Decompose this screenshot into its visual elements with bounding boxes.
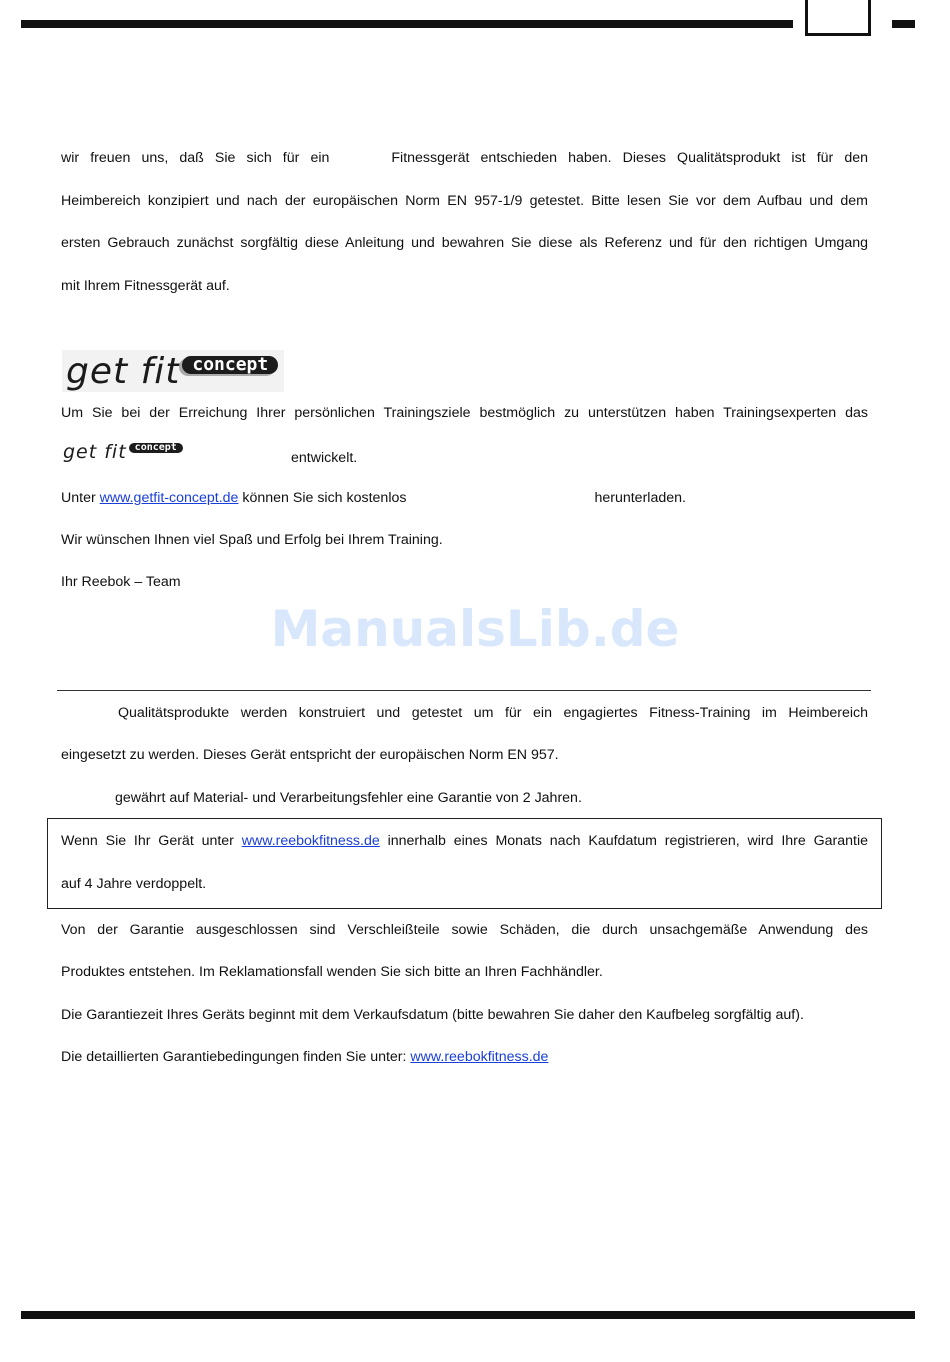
download-text: Unter [61,490,96,506]
logo-pill: concept [129,443,183,453]
details-text: Die detaillierten Garantiebedingungen finden Sie unter: [61,1049,407,1065]
logo-text: get fit [63,441,127,463]
download-text: können Sie sich kostenlos [242,490,407,506]
logo-pill: concept [182,356,278,374]
section-divider [57,690,871,691]
intro-line-4: mit Ihrem Fitnessgerät auf. [61,278,230,294]
header-bar [21,20,793,28]
getfit-concept-logo [62,350,284,392]
concept-line-1: Um Sie bei der Erreichung Ihrer persönlichen Trainingsziele bestmöglich zu unterstützen haben Trainingsexperten das [61,405,868,421]
warranty-box-line-1 [61,832,868,850]
warranty-details-line [61,1048,868,1066]
intro-line-3: ersten Gebrauch zunächst sorgfältig diese Anleitung und bewahren Sie diese als Referenz und für den richtigen Umgang [61,235,868,251]
exclusion-line-1: Von der Garantie ausgeschlossen sind Verschleißteile sowie Schäden, die durch unsachgemäße Anwendung des [61,922,868,938]
reebokfitness-link[interactable]: www.reebokfitness.de [241,833,380,849]
intro-line-2: Heimbereich konzipiert und nach der europäischen Norm EN 957-1/9 getestet. Bitte lesen Sie vor dem Aufbau und dem [61,193,868,209]
exclusion-line-2: Produktes entstehen. Im Reklamationsfall wenden Sie sich bitte an Ihren Fachhändler. [61,964,603,980]
page-number-box [805,0,871,36]
getfit-concept-logo-small [63,441,183,463]
header-bar-end [892,20,915,28]
box-text: Wenn Sie Ihr Gerät unter [61,833,234,849]
intro-text: wir freuen uns, daß Sie sich für ein [61,150,330,166]
download-line [61,489,868,507]
download-text: herunterladen. [594,490,686,506]
warranty-start-line: Die Garantiezeit Ihres Geräts beginnt mit dem Verkaufsdatum (bitte bewahren Sie daher den Kaufbeleg sorgfältig auf). [61,1007,804,1023]
warranty-line-2: eingesetzt zu werden. Dieses Gerät entspricht der europäischen Norm EN 957. [61,747,559,763]
watermark: ManualsLib.de [270,600,680,658]
wish-line: Wir wünschen Ihnen viel Spaß und Erfolg bei Ihrem Training. [61,532,443,548]
warranty-line-1: Qualitätsprodukte werden konstruiert und getestet um für ein engagiertes Fitness-Training im Heimbereich [118,705,868,721]
intro-text: Fitnessgerät entschieden haben. Dieses Qualitätsprodukt ist für den [391,150,868,166]
logo-text: get fit [66,351,181,392]
warranty-box-line-2: auf 4 Jahre verdoppelt. [61,876,207,892]
signature-line: Ihr Reebok – Team [61,574,181,590]
warranty-line-3: gewährt auf Material- und Verarbeitungsfehler eine Garantie von 2 Jahren. [115,790,582,806]
intro-line-1 [61,149,868,167]
box-text: innerhalb eines Monats nach Kaufdatum registrieren, wird Ihre Garantie [387,833,868,849]
reebokfitness-details-link[interactable]: www.reebokfitness.de [410,1049,549,1065]
developed-text: entwickelt. [291,450,358,466]
footer-bar [21,1311,915,1319]
getfit-concept-link[interactable]: www.getfit-concept.de [99,490,239,506]
